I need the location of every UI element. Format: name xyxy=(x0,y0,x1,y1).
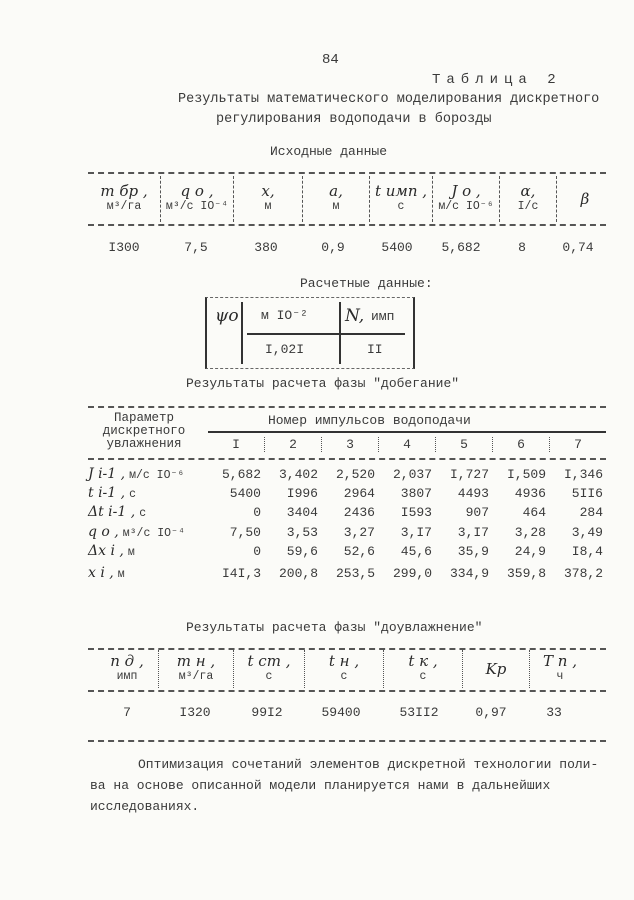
column-symbol: t имп , xyxy=(374,182,428,200)
cell-value: 284 xyxy=(579,505,603,520)
paragraph-line-1: Оптимизация сочетаний элементов дискретной технологии поли- xyxy=(138,757,599,772)
table-row xyxy=(88,543,603,559)
row-symbol: Δt i-1 , xyxy=(88,504,136,520)
divider xyxy=(88,690,606,692)
row-symbol: t i-1 , xyxy=(88,485,126,501)
phase2-value: 7 xyxy=(123,705,131,720)
initial-value: I300 xyxy=(108,240,140,255)
phase2-value: 33 xyxy=(546,705,562,720)
cell-value: 4936 xyxy=(514,486,546,501)
column-symbol: q o , xyxy=(180,182,214,200)
phase2-value: I320 xyxy=(179,705,211,720)
cell-value: 3807 xyxy=(400,486,432,501)
cell-value: 2436 xyxy=(343,505,375,520)
cell-value: 5400 xyxy=(229,486,261,501)
initial-column-header xyxy=(432,176,499,222)
title-line-2: регулирования водоподачи в борозды xyxy=(216,112,492,127)
psi-unit: м IO⁻² xyxy=(261,308,308,323)
cell-value: 464 xyxy=(522,505,546,520)
column-unit: I/с xyxy=(517,200,539,213)
pulse-numbers-row xyxy=(208,437,606,452)
row-unit: с xyxy=(139,507,147,520)
page-number: 84 xyxy=(322,52,339,68)
row-label xyxy=(88,504,204,520)
psi-value: I,02I xyxy=(265,342,305,357)
cell-value: 3,27 xyxy=(343,525,375,540)
cell-value: 4493 xyxy=(457,486,489,501)
column-unit: м³/га xyxy=(106,200,142,213)
row-unit: м xyxy=(117,568,125,581)
table-row xyxy=(88,565,603,581)
cell-value: 3,I7 xyxy=(400,525,432,540)
cell-value: 359,8 xyxy=(506,566,546,581)
column-unit: м xyxy=(264,200,272,213)
cell-value: 24,9 xyxy=(514,544,546,559)
row-symbol: Δx i , xyxy=(88,543,124,559)
pulse-number: 5 xyxy=(435,437,492,452)
pulse-number: 6 xyxy=(492,437,549,452)
column-symbol: n д , xyxy=(110,652,144,670)
row-label xyxy=(88,565,204,581)
phase2-value: 53II2 xyxy=(399,705,439,720)
pulse-number: 3 xyxy=(321,437,378,452)
row-symbol: q o , xyxy=(88,524,119,540)
cell-value: 299,0 xyxy=(392,566,432,581)
column-symbol: t н , xyxy=(328,652,360,670)
column-symbol: Kр xyxy=(485,659,507,678)
initial-column-header xyxy=(88,176,160,222)
column-symbol: J o , xyxy=(451,182,481,200)
phase2-column-header xyxy=(233,650,304,688)
column-unit: м³/с IO⁻⁴ xyxy=(165,200,229,213)
paragraph-line-3: исследованиях. xyxy=(90,799,200,814)
pulse-number: I xyxy=(232,437,240,452)
divider xyxy=(88,172,606,174)
cell-value: 2,037 xyxy=(392,467,432,482)
column-unit: ч xyxy=(556,670,564,683)
cell-value: 378,2 xyxy=(563,566,603,581)
column-symbol: t к , xyxy=(408,652,438,670)
initial-column-header xyxy=(160,176,233,222)
row-symbol: J i-1 , xyxy=(88,466,126,482)
cell-value: I593 xyxy=(400,505,432,520)
cell-value: 45,6 xyxy=(400,544,432,559)
cell-value: I8,4 xyxy=(571,544,603,559)
divider xyxy=(88,406,606,408)
column-unit: с xyxy=(419,670,427,683)
column-unit: имп xyxy=(116,670,138,683)
initial-value: 0,74 xyxy=(562,240,594,255)
cell-value: 0 xyxy=(253,544,261,559)
cell-value: I,727 xyxy=(449,467,489,482)
row-unit: м xyxy=(127,546,135,559)
cell-value: I,509 xyxy=(506,467,546,482)
phase2-column-header xyxy=(383,650,462,688)
row-unit: м/с IO⁻⁶ xyxy=(129,469,185,482)
initial-value: 380 xyxy=(254,240,278,255)
pulse-header: Номер импульсов водоподачи xyxy=(268,413,471,428)
initial-values-row xyxy=(88,240,606,255)
cell-value: 2,520 xyxy=(335,467,375,482)
cell-value: 35,9 xyxy=(457,544,489,559)
row-label xyxy=(88,466,204,482)
table-row xyxy=(88,485,603,501)
phase2-value: 99I2 xyxy=(251,705,283,720)
column-unit: с xyxy=(397,200,405,213)
column-unit: с xyxy=(265,670,273,683)
cell-value: I4I,3 xyxy=(221,566,261,581)
phase2-column-header xyxy=(96,650,158,688)
pulse-number: 4 xyxy=(378,437,435,452)
phase2-value: 0,97 xyxy=(475,705,507,720)
computed-box xyxy=(205,297,415,369)
pulse-number: 7 xyxy=(549,437,606,452)
cell-value: 3,53 xyxy=(286,525,318,540)
cell-value: 2964 xyxy=(343,486,375,501)
cell-value: 5II6 xyxy=(571,486,603,501)
initial-header-row xyxy=(88,176,613,222)
phase2-values-row xyxy=(96,705,584,720)
initial-value: 5,682 xyxy=(441,240,481,255)
row-unit: м³/с IO⁻⁴ xyxy=(122,527,185,540)
cell-value: I,346 xyxy=(563,467,603,482)
table-row xyxy=(88,524,603,540)
divider xyxy=(88,740,606,742)
cell-value: 334,9 xyxy=(449,566,489,581)
initial-value: 8 xyxy=(518,240,526,255)
phase2-value: 59400 xyxy=(321,705,361,720)
column-unit: м/с IO⁻⁶ xyxy=(438,200,494,213)
initial-column-header xyxy=(556,176,613,222)
row-label xyxy=(88,524,204,540)
row-symbol: x i , xyxy=(88,565,114,581)
phase2-column-header xyxy=(158,650,233,688)
cell-value: 59,6 xyxy=(286,544,318,559)
divider xyxy=(88,224,606,226)
column-symbol: T п , xyxy=(543,652,577,670)
initial-value: 5400 xyxy=(381,240,413,255)
psi-symbol: ψo xyxy=(215,306,239,326)
table-row xyxy=(88,504,603,520)
divider xyxy=(88,458,606,460)
cell-value: 52,6 xyxy=(343,544,375,559)
column-unit: с xyxy=(340,670,348,683)
phase2-column-header xyxy=(462,650,529,688)
pulse-number: 2 xyxy=(264,437,321,452)
column-symbol: β xyxy=(580,189,590,208)
cell-value: 7,50 xyxy=(229,525,261,540)
cell-value: I996 xyxy=(286,486,318,501)
column-symbol: α, xyxy=(520,182,536,200)
column-unit: м³/га xyxy=(178,670,214,683)
cell-value: 3,I7 xyxy=(457,525,489,540)
cell-value: 3404 xyxy=(286,505,318,520)
column-symbol: t ст , xyxy=(247,652,291,670)
phase2-column-header xyxy=(304,650,383,688)
cell-value: 0 xyxy=(253,505,261,520)
cell-value: 5,682 xyxy=(221,467,261,482)
table-row xyxy=(88,466,603,482)
cell-value: 3,402 xyxy=(278,467,318,482)
initial-column-header xyxy=(302,176,369,222)
phase2-header-row xyxy=(96,650,590,688)
phase2-column-header xyxy=(529,650,590,688)
n-value: II xyxy=(367,342,383,357)
initial-heading: Исходные данные xyxy=(270,144,388,159)
row-unit: с xyxy=(129,488,136,501)
paragraph-line-2: ва на основе описанной модели планируется нами в дальнейших xyxy=(90,778,551,793)
initial-column-header xyxy=(369,176,432,222)
phase2-heading: Результаты расчета фазы "доувлажнение" xyxy=(186,620,483,635)
column-symbol: x, xyxy=(261,182,275,200)
row-label xyxy=(88,485,204,501)
cell-value: 3,28 xyxy=(514,525,546,540)
initial-column-header xyxy=(233,176,302,222)
computed-heading: Расчетные данные: xyxy=(300,276,433,291)
cell-value: 3,49 xyxy=(571,525,603,540)
column-symbol: a, xyxy=(329,182,343,200)
cell-value: 200,8 xyxy=(278,566,318,581)
initial-value: 7,5 xyxy=(184,240,208,255)
phase1-heading: Результаты расчета фазы "добегание" xyxy=(186,376,460,391)
table-label: Таблица 2 xyxy=(432,72,562,88)
n-symbol: N, xyxy=(345,306,365,326)
initial-value: 0,9 xyxy=(321,240,345,255)
param-header: Параметр дискретного увлажнения xyxy=(102,411,186,451)
cell-value: 907 xyxy=(465,505,489,520)
n-unit: имп xyxy=(371,309,395,324)
title-line-1: Результаты математического моделирования дискретного xyxy=(178,92,600,107)
cell-value: 253,5 xyxy=(335,566,375,581)
column-unit: м xyxy=(332,200,340,213)
column-symbol: m бр , xyxy=(100,182,148,200)
initial-column-header xyxy=(499,176,556,222)
row-label xyxy=(88,543,204,559)
column-symbol: m н , xyxy=(176,652,216,670)
